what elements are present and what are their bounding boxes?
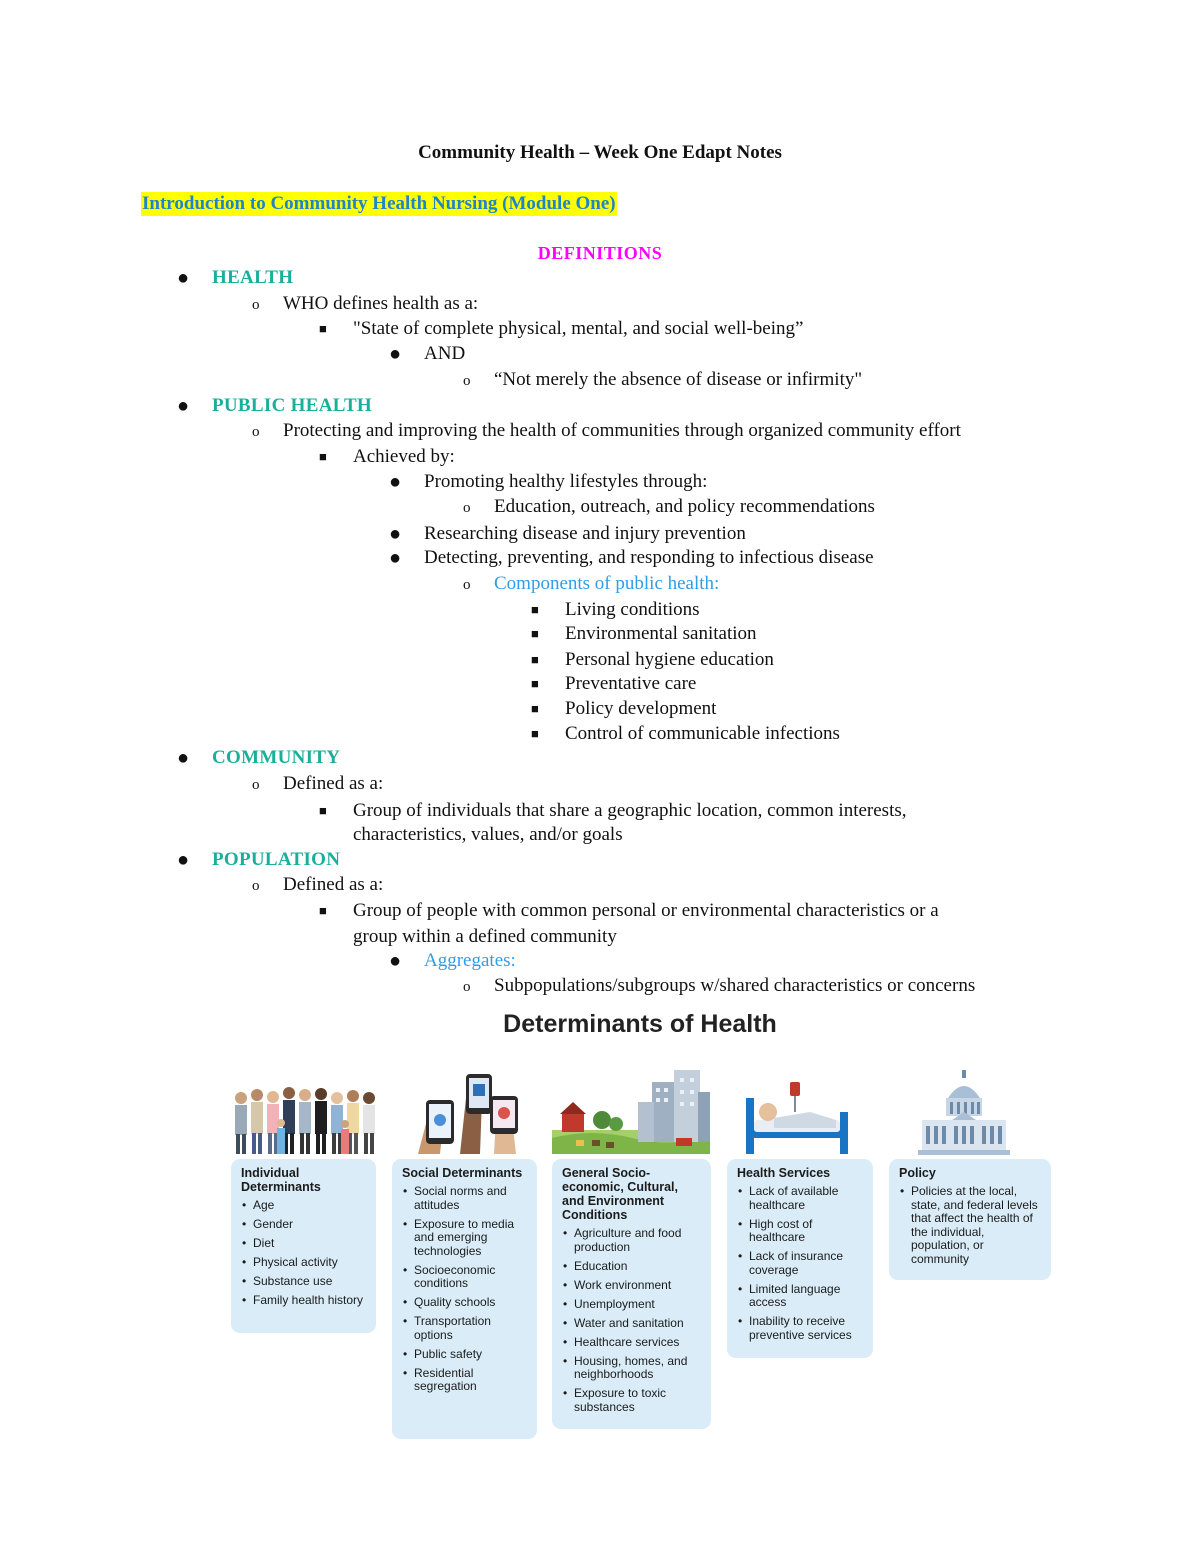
list-item: • Transportation options: [402, 1315, 527, 1342]
card-health-services: [727, 1159, 873, 1358]
aggregates-label: [389, 949, 516, 973]
list-item: • Quality schools: [402, 1296, 527, 1310]
module-heading: Introduction to Community Health Nursing (Module One): [142, 193, 616, 214]
bullet-circle-icon: o: [252, 297, 260, 313]
list-item: • Gender: [241, 1218, 366, 1232]
list-item: • Diet: [241, 1237, 366, 1251]
document-title: Community Health – Week One Edapt Notes: [418, 142, 782, 163]
bullet-circle-icon: o: [463, 979, 471, 995]
population-defined-as: [252, 873, 384, 897]
list-item: • Housing, homes, and neighborhoods: [562, 1355, 701, 1382]
components-label-text: Components of public health:: [494, 573, 720, 594]
community-defined-as-text: Defined as a:: [283, 773, 384, 794]
health-heading: [177, 266, 294, 290]
list-item: • High cost of healthcare: [737, 1218, 863, 1245]
bullet-square-icon: ■: [531, 701, 539, 716]
public-health-detecting: [389, 546, 874, 570]
bullet-dot-icon: ●: [177, 395, 190, 417]
community-definition-line-1: Group of individuals that share a geographic location, common interests,: [353, 800, 907, 821]
card-list: [562, 1227, 701, 1414]
bullet-square-icon: ■: [531, 676, 539, 691]
component-item: [531, 722, 840, 746]
bullet-square-icon: ■: [531, 652, 539, 667]
card-social-determinants: [392, 1159, 537, 1439]
public-health-heading: [177, 394, 372, 418]
component-text: Preventative care: [565, 673, 697, 694]
bullet-dot-icon: ●: [389, 950, 402, 972]
smartphones-icon: [410, 1068, 522, 1156]
card-title: Health Services: [737, 1166, 831, 1180]
component-item: [531, 697, 717, 721]
bullet-square-icon: ■: [319, 803, 327, 818]
card-title: Social Determinants: [402, 1166, 523, 1180]
public-health-definition-text: Protecting and improving the health of communities through organized community effort: [283, 420, 961, 441]
health-who-line: [252, 292, 479, 316]
component-text: Personal hygiene education: [565, 649, 774, 670]
public-health-heading-text: PUBLIC HEALTH: [212, 395, 372, 416]
component-item: [531, 598, 700, 622]
list-item: • Family health history: [241, 1294, 366, 1308]
card-title: Individual Determinants: [241, 1166, 321, 1194]
health-quote-1-text: "State of complete physical, mental, and social well-being”: [353, 318, 804, 339]
list-item: • Substance use: [241, 1275, 366, 1289]
public-health-promoting: [389, 470, 708, 494]
public-health-education: [463, 495, 875, 519]
list-item: • Residential segregation: [402, 1367, 527, 1394]
public-health-definition: [252, 419, 961, 443]
component-text: Environmental sanitation: [565, 623, 757, 644]
bullet-circle-icon: o: [463, 373, 471, 389]
list-item: • Social norms and attitudes: [402, 1185, 527, 1212]
health-and: [389, 342, 466, 366]
bullet-circle-icon: o: [252, 777, 260, 793]
list-item: • Inability to receive preventive services: [737, 1315, 863, 1342]
list-item: • Education: [562, 1260, 701, 1274]
bullet-dot-icon: ●: [177, 849, 190, 871]
card-title: Policy: [899, 1166, 936, 1180]
aggregates-label-text: Aggregates:: [424, 950, 516, 971]
list-item: • Policies at the local, state, and federal levels that affect the health of the individual, population, or community: [899, 1185, 1041, 1266]
public-health-achieved-by: [319, 445, 455, 469]
bullet-circle-icon: o: [463, 500, 471, 516]
list-item: • Work environment: [562, 1279, 701, 1293]
community-heading-text: COMMUNITY: [212, 747, 341, 768]
bullet-square-icon: ■: [319, 321, 327, 336]
component-item: [531, 622, 757, 646]
list-item: • Exposure to media and emerging technologies: [402, 1218, 527, 1259]
bullet-square-icon: ■: [531, 726, 539, 741]
health-and-text: AND: [424, 343, 466, 364]
population-definition-line-1: Group of people with common personal or environmental characteristics or a: [353, 900, 939, 921]
public-health-researching: [389, 522, 746, 546]
list-item: • Socioeconomic conditions: [402, 1264, 527, 1291]
list-item: • Exposure to toxic substances: [562, 1387, 701, 1414]
bullet-square-icon: ■: [531, 626, 539, 641]
detecting-text: Detecting, preventing, and responding to infectious disease: [424, 547, 874, 568]
card-general-conditions: [552, 1159, 711, 1429]
aggregates-definition: [463, 974, 976, 998]
researching-text: Researching disease and injury prevention: [424, 523, 746, 544]
component-text: Policy development: [565, 698, 717, 719]
population-definition: [319, 899, 939, 923]
card-list: [241, 1199, 366, 1308]
health-quote-1: [319, 317, 804, 341]
promoting-text: Promoting healthy lifestyles through:: [424, 471, 708, 492]
card-individual-determinants: [231, 1159, 376, 1333]
list-item: • Physical activity: [241, 1256, 366, 1270]
list-item: • Age: [241, 1199, 366, 1213]
community-heading: [177, 746, 341, 770]
health-quote-2: [463, 368, 863, 392]
achieved-by-text: Achieved by:: [353, 446, 455, 467]
capitol-building-icon: [918, 1068, 1010, 1156]
determinants-title: Determinants of Health: [503, 1010, 777, 1038]
list-item: • Agriculture and food production: [562, 1227, 701, 1254]
health-who-text: WHO defines health as a:: [283, 293, 479, 314]
component-item: [531, 672, 697, 696]
education-text: Education, outreach, and policy recommendations: [494, 496, 875, 517]
farm-and-city-icon: [552, 1068, 710, 1156]
bullet-dot-icon: ●: [177, 747, 190, 769]
health-quote-2-text: “Not merely the absence of disease or infirmity": [494, 369, 863, 390]
population-defined-as-text: Defined as a:: [283, 874, 384, 895]
hospital-bed-icon: [740, 1068, 856, 1156]
card-title: General Socio-economic, Cultural, and Environment Conditions: [562, 1166, 678, 1222]
card-list: [402, 1185, 527, 1394]
list-item: • Limited language access: [737, 1283, 863, 1310]
population-heading: [177, 848, 341, 872]
community-definition-line-2: characteristics, values, and/or goals: [353, 824, 623, 845]
component-text: Control of communicable infections: [565, 723, 840, 744]
list-item: • Public safety: [402, 1348, 527, 1362]
bullet-dot-icon: ●: [389, 523, 402, 545]
aggregates-definition-text: Subpopulations/subgroups w/shared characteristics or concerns: [494, 975, 976, 996]
components-label: [463, 572, 720, 596]
health-heading-text: HEALTH: [212, 267, 294, 288]
bullet-dot-icon: ●: [389, 547, 402, 569]
card-list: [899, 1185, 1041, 1266]
bullet-square-icon: ■: [319, 449, 327, 464]
component-text: Living conditions: [565, 599, 700, 620]
community-defined-as: [252, 772, 384, 796]
bullet-dot-icon: ●: [177, 267, 190, 289]
bullet-circle-icon: o: [252, 878, 260, 894]
people-group-icon: [231, 1068, 379, 1156]
bullet-square-icon: ■: [319, 903, 327, 918]
list-item: • Lack of available healthcare: [737, 1185, 863, 1212]
bullet-square-icon: ■: [531, 602, 539, 617]
bullet-circle-icon: o: [252, 424, 260, 440]
list-item: • Lack of insurance coverage: [737, 1250, 863, 1277]
bullet-dot-icon: ●: [389, 343, 402, 365]
population-definition-line-2: group within a defined community: [353, 926, 617, 947]
card-list: [737, 1185, 863, 1342]
list-item: • Water and sanitation: [562, 1317, 701, 1331]
definitions-heading: DEFINITIONS: [537, 243, 663, 263]
bullet-circle-icon: o: [463, 577, 471, 593]
population-heading-text: POPULATION: [212, 849, 341, 870]
bullet-dot-icon: ●: [389, 471, 402, 493]
component-item: [531, 648, 774, 672]
card-policy: [889, 1159, 1051, 1280]
list-item: • Healthcare services: [562, 1336, 701, 1350]
list-item: • Unemployment: [562, 1298, 701, 1312]
community-definition: [319, 799, 907, 823]
